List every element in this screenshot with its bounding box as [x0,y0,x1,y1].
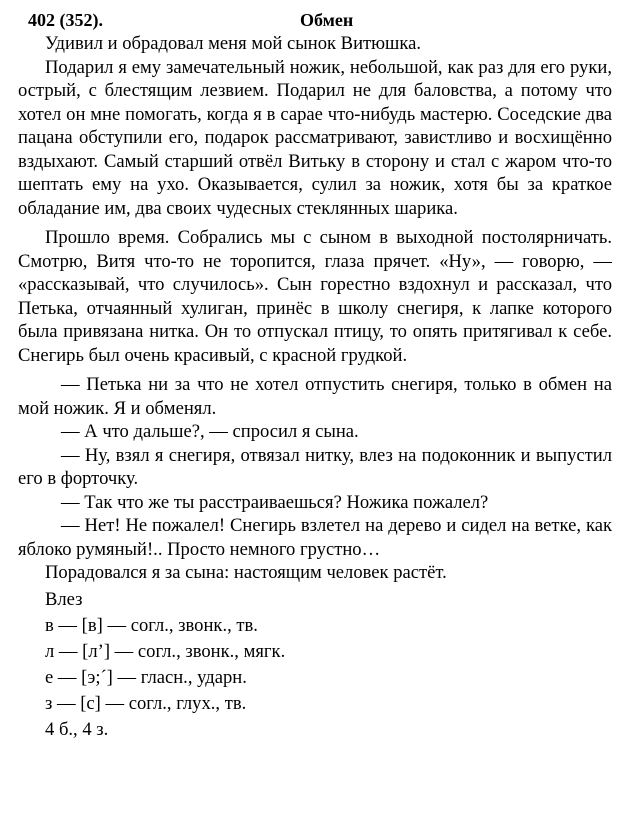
analysis-word: Влез [45,588,83,610]
analysis-letter-row: л — [л’] — согл., звонк., мягк. [45,640,286,662]
exercise-number: 402 (352). [28,10,103,30]
paragraph: Подарил я ему замечательный ножик, небольшой, как раз для его руки, острый, с блестящим лезвием. Подарил не для баловства, а потому что хотел он мне помогать, когда я в сарае что-нибудь мастерю. Соседские два пацана обступили его, подарок рассматривают, завистливо и восхищённо вздыхают. Самый старший отвёл Витьку в сторону и стал с жаром что-то шептать ему на ухо. Оказывается, сулил за ножик, хотя бы за краткое обладание им, два своих чудесных стеклянных шарика. [18,56,612,219]
exercise-page [18,8,612,743]
dialogue-line: — Так что же ты расстраиваешься? Ножика пожалел? [61,491,489,513]
story-text [18,32,612,585]
phonetic-analysis [18,587,612,743]
analysis-summary: 4 б., 4 з. [45,718,109,740]
exercise-title: Обмен [300,10,354,30]
paragraph: Удивил и обрадовал меня мой сынок Витюшка. [45,33,422,54]
analysis-letter-row: е — [э;´] — гласн., ударн. [45,666,247,688]
analysis-letter-row: в — [в] — согл., звонк., тв. [45,614,258,636]
dialogue-line: — А что дальше?, — спросил я сына. [61,421,359,442]
dialogue-line: — Нет! Не пожалел! Снегирь взлетел на дерево и сидел на ветке, как яблоко румяный!.. Просто немного грустно… [18,515,612,560]
paragraph: Прошло время. Собрались мы с сыном в выходной постолярничать. Смотрю, Витя что-то не торопится, глаза прячет. «Ну», — говорю, — «рассказывай, что случилось». Сын горестно вздохнул и рассказал, что Петька, отчаянный хулиган, принёс в школу снегиря, к лапке которого была привязана нитка. Он то отпускал птицу, то опять притягивал к себе. Снегирь был очень красивый, с красной грудкой. [18,227,612,366]
analysis-letter-row: з — [с] — согл., глух., тв. [45,692,247,714]
dialogue-line: — Ну, взял я снегиря, отвязал нитку, влез на подоконник и выпустил его в форточку. [18,444,612,489]
dialogue-line: — Петька ни за что не хотел отпустить снегиря, только в обмен на мой ножик. Я и обменял. [18,374,612,419]
exercise-header [18,8,612,32]
paragraph: Порадовался я за сына: настоящим человек растёт. [45,562,447,583]
